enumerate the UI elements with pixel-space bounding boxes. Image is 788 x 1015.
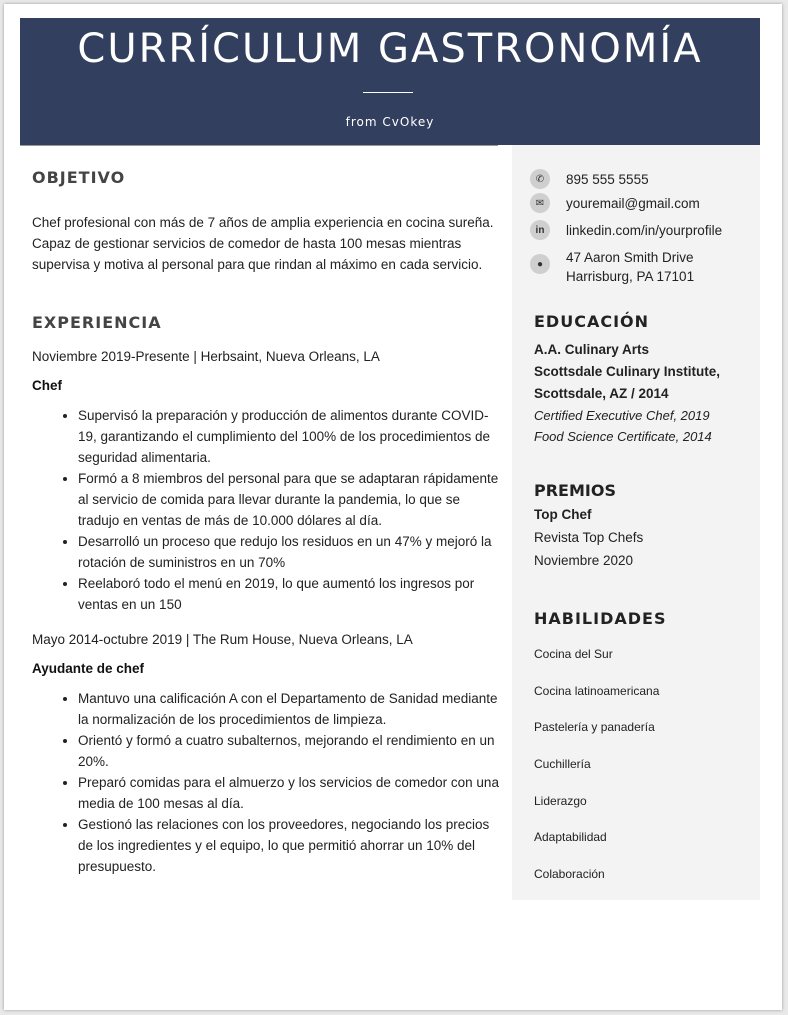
linkedin-icon: in bbox=[530, 220, 550, 240]
skill-item: Adaptabilidad bbox=[534, 830, 607, 844]
skill-item: Pastelería y panadería bbox=[534, 720, 655, 734]
skill-item: Cocina del Sur bbox=[534, 647, 613, 661]
skill-item: Liderazgo bbox=[534, 794, 587, 808]
job-period: Noviembre 2019-Presente | Herbsaint, Nueva Orleans, LA bbox=[32, 349, 380, 364]
list-item: • Formó a 8 miembros del personal para que se adaptaran rápidamente al servicio de comida para llevar durante la pandemia, lo que se tradujo en ventas de más de 10.000 dólares al día. bbox=[78, 468, 502, 531]
list-item: • Desarrolló un proceso que redujo los residuos en un 47% y mejoró la rotación de suministros en un 70% bbox=[78, 531, 502, 573]
header-subtitle: from CvOkey bbox=[345, 115, 435, 129]
job-role: Chef bbox=[32, 378, 62, 393]
objective-heading: OBJETIVO bbox=[32, 168, 126, 187]
awards-heading: PREMIOS bbox=[534, 481, 616, 500]
award-title: Top Chef bbox=[534, 507, 592, 522]
job-bullets bbox=[32, 405, 502, 615]
skill-item: Colaboración bbox=[534, 867, 605, 881]
list-item: • Preparó comidas para el almuerzo y los servicios de comedor con una media de 100 mesas al día. bbox=[78, 772, 502, 814]
header-divider bbox=[20, 145, 498, 146]
resume-header bbox=[20, 18, 760, 145]
job-period: Mayo 2014-octubre 2019 | The Rum House, Nueva Orleans, LA bbox=[32, 632, 413, 647]
objective-text: Chef profesional con más de 7 años de amplia experiencia en cocina sureña. Capaz de gestionar servicios de comedor de hasta 100 mesas mientras supervisa y motiva al personal para que rindan al máximo en cada servicio. bbox=[32, 215, 494, 272]
list-item: • Gestionó las relaciones con los proveedores, negociando los precios de los ingredientes y el equipo, lo que permitió ahorrar un 10% del presupuesto. bbox=[78, 814, 502, 877]
contact-linkedin bbox=[530, 221, 722, 240]
phone-text: 895 555 5555 bbox=[566, 172, 649, 187]
job-role: Ayudante de chef bbox=[32, 661, 145, 676]
education-cert-1: Certified Executive Chef, 2019 bbox=[534, 408, 710, 423]
page-title: CURRÍCULUM GASTRONOMÍA bbox=[77, 26, 703, 72]
contact-address bbox=[530, 248, 694, 286]
list-item: • Reelaboró todo el menú en 2019, lo que aumentó los ingresos por ventas en un 150 bbox=[78, 573, 502, 615]
main-column bbox=[32, 160, 502, 877]
address-line-2: Harrisburg, PA 17101 bbox=[566, 269, 695, 284]
linkedin-text: linkedin.com/in/yourprofile bbox=[566, 223, 723, 238]
education-cert-2: Food Science Certificate, 2014 bbox=[534, 429, 712, 444]
award-date: Noviembre 2020 bbox=[534, 553, 634, 568]
email-icon: ✉ bbox=[530, 193, 550, 213]
experience-heading: EXPERIENCIA bbox=[32, 313, 162, 332]
job-bullets bbox=[32, 688, 502, 877]
education-degree: A.A. Culinary Arts bbox=[534, 342, 650, 357]
skill-item: Cocina latinoamericana bbox=[534, 684, 660, 698]
phone-icon: ✆ bbox=[530, 169, 550, 189]
education-heading: EDUCACIÓN bbox=[534, 312, 650, 331]
address-line-1: 47 Aaron Smith Drive bbox=[566, 250, 694, 265]
contact-phone bbox=[530, 170, 649, 189]
email-text: youremail@gmail.com bbox=[566, 196, 700, 211]
address-text bbox=[566, 248, 694, 286]
list-item: • Orientó y formó a cuatro subalternos, mejorando el rendimiento en un 20%. bbox=[78, 730, 502, 772]
title-underline bbox=[363, 92, 413, 93]
education-location-year: Scottsdale, AZ / 2014 bbox=[534, 386, 669, 401]
location-pin-icon: ● bbox=[530, 254, 550, 274]
list-item: • Supervisó la preparación y producción de alimentos durante COVID-19, garantizando el cumplimiento del 100% de los procedimientos de seguridad alimentaria. bbox=[78, 405, 502, 468]
skill-item: Cuchillería bbox=[534, 757, 591, 771]
list-item: • Mantuvo una calificación A con el Departamento de Sanidad mediante la normalización de los procedimientos de limpieza. bbox=[78, 688, 502, 730]
award-issuer: Revista Top Chefs bbox=[534, 530, 644, 545]
education-school: Scottsdale Culinary Institute, bbox=[534, 364, 721, 379]
contact-email bbox=[530, 194, 700, 213]
skills-heading: HABILIDADES bbox=[534, 609, 667, 628]
